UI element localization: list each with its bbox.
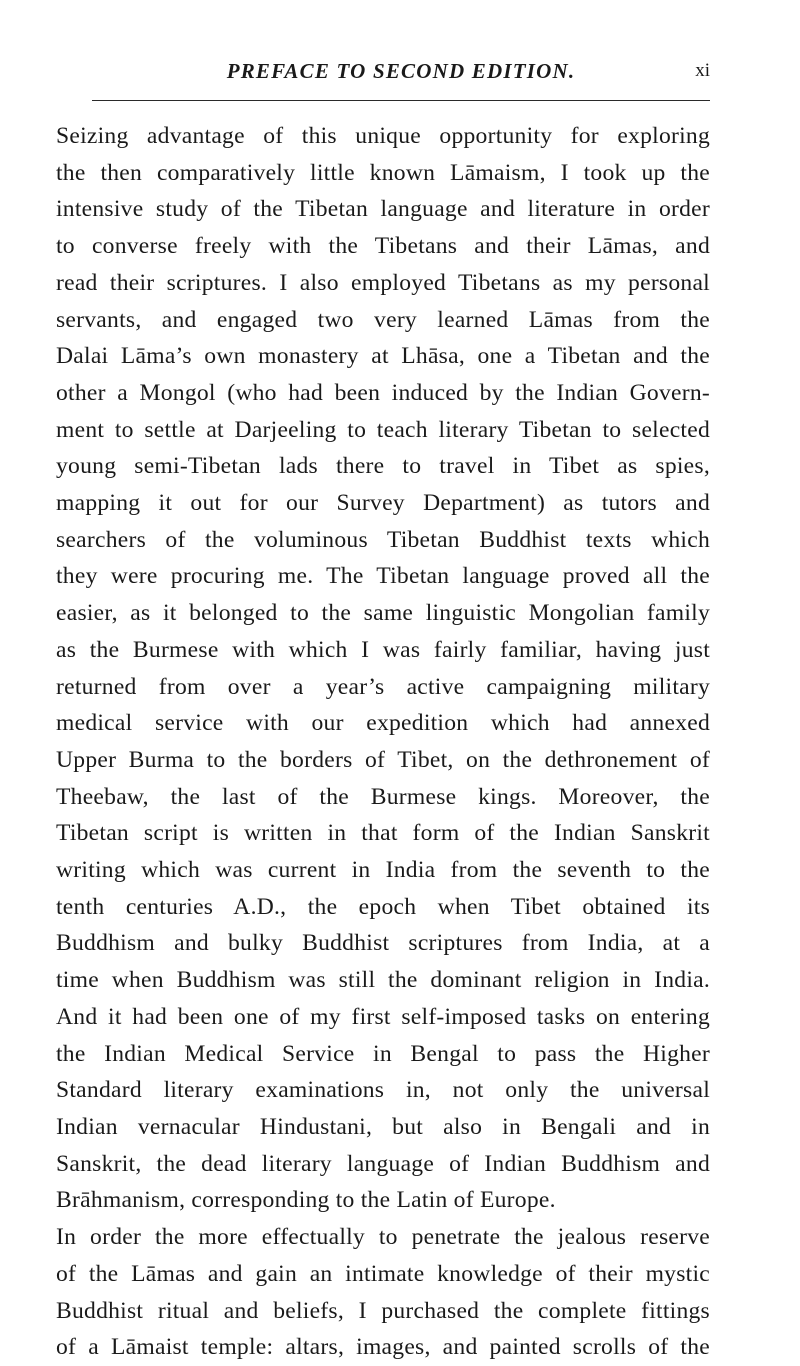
text-line: Indian vernacular Hindustani, but also in Bengali and in — [56, 1113, 710, 1140]
text-line: read their scriptures. I also employed Tibetans as my personal — [56, 269, 710, 296]
page-number: xi — [695, 60, 710, 81]
paragraph-1 — [56, 118, 710, 1219]
page-header — [92, 58, 710, 88]
header-rule — [92, 100, 710, 101]
text-line: to converse freely with the Tibetans and their Lāmas, and — [56, 233, 710, 260]
text-line: Sanskrit, the dead literary language of Indian Buddhism and — [56, 1150, 710, 1177]
text-line: Theebaw, the last of the Burmese kings. Moreover, the — [56, 783, 710, 810]
text-line: mapping it out for our Survey Department) as tutors and — [56, 490, 710, 517]
text-line: ment to settle at Darjeeling to teach literary Tibetan to selected — [56, 416, 710, 443]
text-line: tenth centuries A.D., the epoch when Tibet obtained its — [56, 893, 710, 920]
text-line: easier, as it belonged to the same linguistic Mongolian family — [56, 600, 710, 627]
text-line: of the Lāmas and gain an intimate knowledge of their mystic — [56, 1260, 710, 1287]
text-line: servants, and engaged two very learned Lāmas from the — [56, 306, 710, 333]
text-line: Buddhist ritual and beliefs, I purchased the complete fittings — [56, 1297, 710, 1324]
paragraph-2 — [56, 1219, 710, 1366]
text-line: Brāhmanism, corresponding to the Latin of Europe. — [56, 1187, 556, 1214]
text-line: searchers of the voluminous Tibetan Buddhist texts which — [56, 526, 710, 553]
text-line: they were procuring me. The Tibetan language proved all the — [56, 563, 710, 590]
text-line: the then comparatively little known Lāmaism, I took up the — [56, 159, 710, 186]
text-line: Seizing advantage of this unique opportunity for exploring — [56, 123, 710, 149]
text-line: Upper Burma to the borders of Tibet, on the dethronement of — [56, 746, 710, 773]
text-line: writing which was current in India from the seventh to the — [56, 857, 710, 884]
text-line: young semi-Tibetan lads there to travel in Tibet as spies, — [56, 453, 710, 480]
text-line: other a Mongol (who had been induced by the Indian Govern- — [56, 379, 710, 406]
text-line: returned from over a year’s active campaigning military — [56, 673, 710, 700]
text-line: Standard literary examinations in, not only the universal — [56, 1077, 710, 1104]
text-line: time when Buddhism was still the dominant religion in India. — [56, 967, 710, 994]
body-text — [56, 118, 710, 1366]
text-line: of a Lāmaist temple: altars, images, and painted scrolls of the — [56, 1334, 710, 1361]
text-line: And it had been one of my first self-imposed tasks on entering — [56, 1003, 710, 1030]
text-line: medical service with our expedition which had annexed — [56, 710, 710, 737]
text-line: Buddhism and bulky Buddhist scriptures from India, at a — [56, 930, 710, 957]
running-head: PREFACE TO SECOND EDITION. — [226, 59, 576, 83]
text-line: as the Burmese with which I was fairly familiar, having just — [56, 636, 710, 663]
text-line: the Indian Medical Service in Bengal to pass the Higher — [56, 1040, 710, 1067]
text-line: Tibetan script is written in that form of the Indian Sanskrit — [56, 820, 710, 847]
text-line: In order the more effectually to penetrate the jealous reserve — [56, 1224, 710, 1251]
text-line: Dalai Lāma’s own monastery at Lhāsa, one a Tibetan and the — [56, 343, 710, 370]
text-line: intensive study of the Tibetan language and literature in order — [56, 196, 710, 223]
